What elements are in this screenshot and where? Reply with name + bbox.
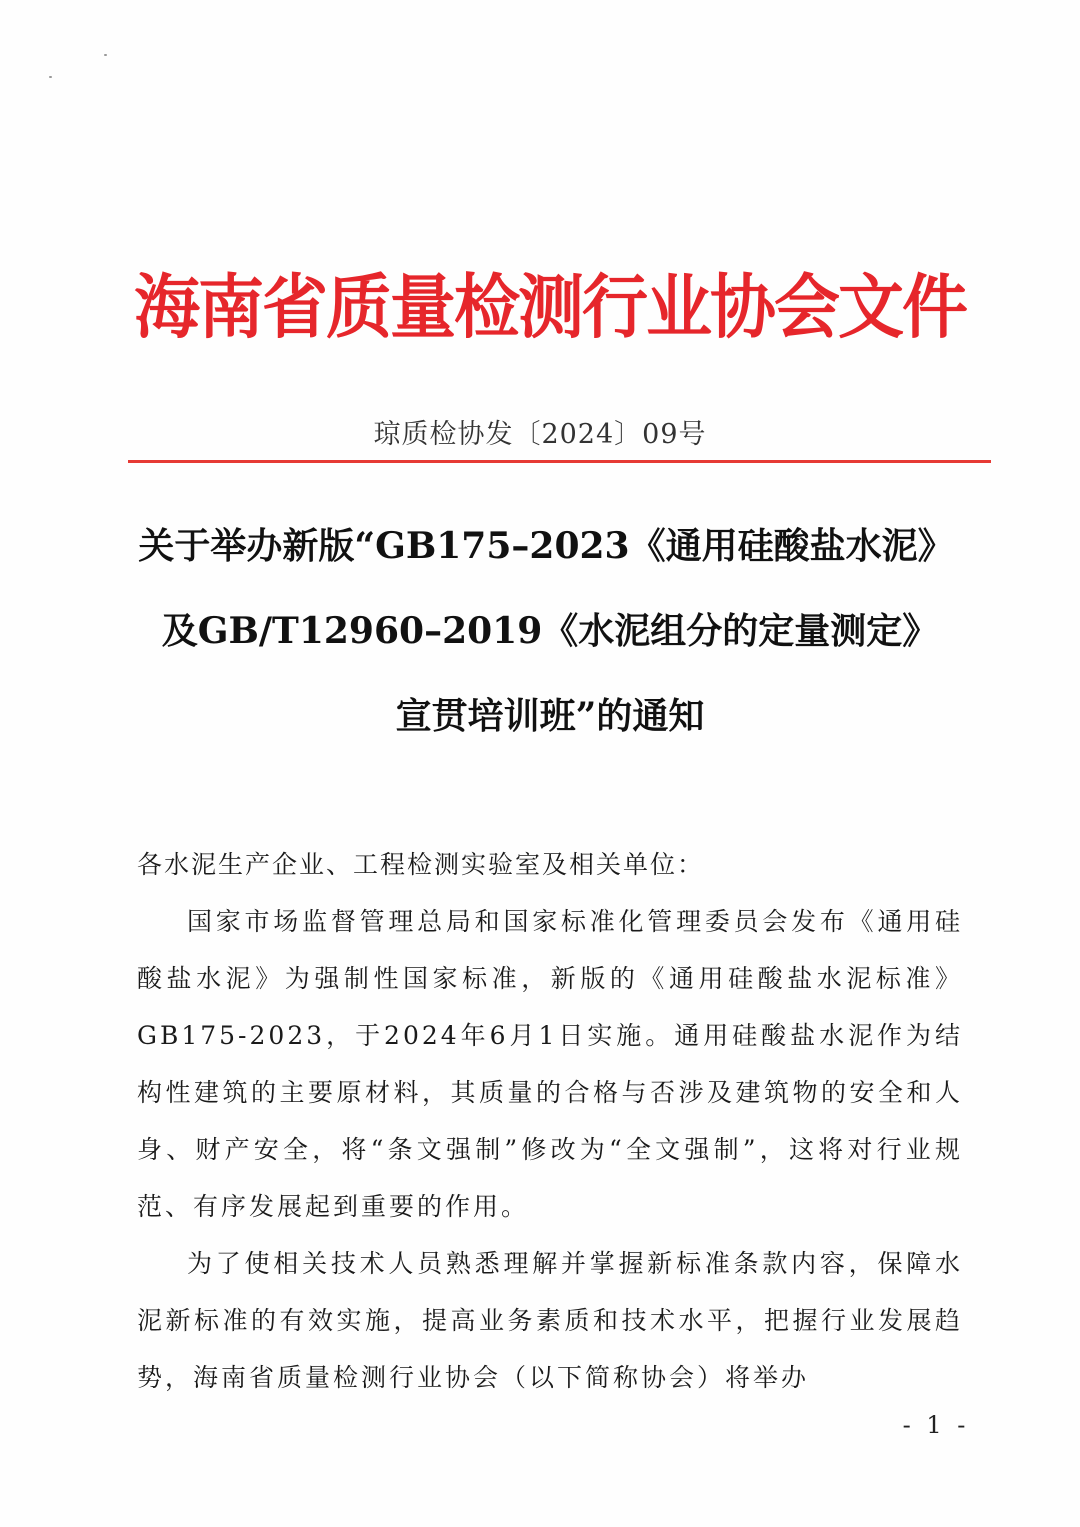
salutation: 各水泥生产企业、工程检测实验室及相关单位： (137, 850, 705, 879)
page-number: - 1 - (902, 1411, 970, 1439)
document-number: 琼质检协发〔2024〕09号 (373, 419, 707, 450)
title-line-2: 及GB/T12960–2019《水泥组分的定量测定》 (161, 610, 939, 652)
scan-speck (49, 76, 52, 78)
title-line-3: 宣贯培训班”的通知 (395, 695, 705, 737)
scan-speck (104, 54, 107, 56)
paragraph-2: 为了使相关技术人员熟悉理解并掌握新标准条款内容，保障水泥新标准的有效实施，提高业务素质和技术水平，把握行业发展趋势，海南省质量检测行业协会（以下简称协会）将举办 (137, 1249, 963, 1392)
paragraph-1: 国家市场监督管理总局和国家标准化管理委员会发布《通用硅酸盐水泥》为强制性国家标准，新版的《通用硅酸盐水泥标准》GB175-2023，于2024年6月1日实施。通用硅酸盐水泥作为结构性建筑的主要原材料，其质量的合格与否涉及建筑物的安全和人身、财产安全，将“条文强制”修改为“全文强制”，这将对行业规范、有序发展起到重要的作用。 (137, 907, 963, 1221)
red-divider-line (128, 460, 991, 463)
notice-body (137, 836, 963, 1406)
notice-title (100, 524, 1000, 779)
title-line-1: 关于举办新版“GB175–2023《通用硅酸盐水泥》 (138, 525, 954, 567)
masthead-title: 海南省质量检测行业协会文件 (134, 266, 966, 348)
